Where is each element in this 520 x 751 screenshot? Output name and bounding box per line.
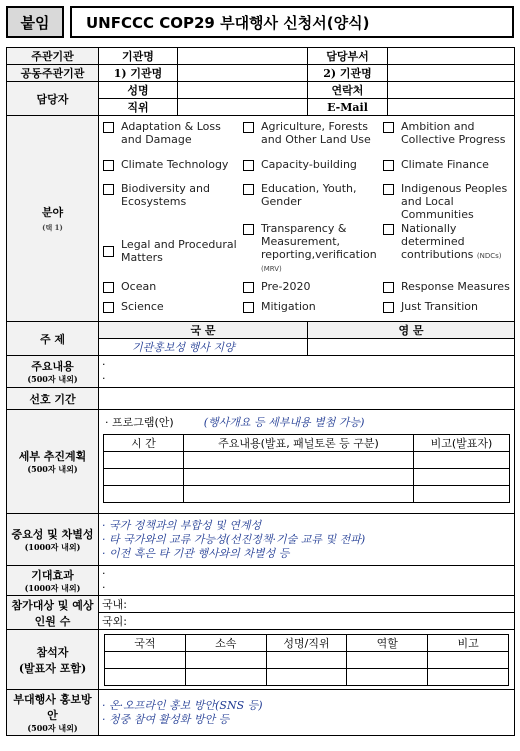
host-org-input[interactable]	[178, 48, 308, 65]
host-dept-label: 담당부서	[308, 48, 388, 65]
field-option[interactable]: Ambition and Collective Progress	[383, 120, 520, 158]
checkbox-icon[interactable]	[243, 122, 254, 133]
contact-phone-input[interactable]	[388, 82, 515, 99]
importance-label-cell: 중요성 및 차별성 (1000자 내외)	[7, 514, 99, 566]
checkbox-icon[interactable]	[103, 160, 114, 171]
pref-label: 선호 기간	[7, 388, 99, 410]
contact-email-input[interactable]	[388, 99, 515, 116]
field-option[interactable]: Education, Youth, Gender	[243, 182, 383, 222]
content-input[interactable]: · ·	[99, 356, 515, 388]
contact-name-label: 성명	[99, 82, 178, 99]
field-option[interactable]: Mitigation	[243, 300, 383, 318]
contact-label: 담당자	[7, 82, 99, 116]
field-option[interactable]: Transparency & Measurement, reporting,verification (MRV)	[243, 222, 383, 280]
form-header	[6, 6, 516, 40]
participants-label: 참가대상 및 예상인원 수	[7, 596, 99, 630]
field-option[interactable]: Adaptation & Loss and Damage	[103, 120, 243, 158]
ndcs-note: (NDCs)	[476, 251, 502, 260]
importance-row	[7, 514, 515, 566]
contact-email-label: E-Mail	[308, 99, 388, 116]
content-row	[7, 356, 515, 388]
theme-row-1	[7, 322, 515, 339]
field-option[interactable]: Climate Finance	[383, 158, 520, 182]
contact-title-label: 직위	[99, 99, 178, 116]
plan-label-cell: 세부 추진계획 (500자 내외)	[7, 410, 99, 514]
host-row	[7, 48, 515, 65]
importance-input[interactable]: · 국가 정책과의 부합성 및 연계성 · 타 국가와의 교류 가능성(선진정책·기술 교류 및 전파) · 이전 혹은 타 기관 행사와의 차별성 등	[99, 514, 515, 566]
checkbox-icon[interactable]	[103, 282, 114, 293]
field-option[interactable]: Just Transition	[383, 300, 520, 318]
checkbox-icon[interactable]	[243, 282, 254, 293]
checkbox-icon[interactable]	[103, 184, 114, 195]
checkbox-icon[interactable]	[243, 224, 254, 235]
attachment-tag: 붙임	[6, 6, 64, 38]
plan-input[interactable]: · 프로그램(안) (행사개요 등 세부내용 별첨 가능) 시 간 주요내용(발표, 패널토론 등 구분) 비고(발표자)	[99, 410, 515, 514]
field-option[interactable]: Biodiversity and Ecosystems	[103, 182, 243, 222]
checkbox-icon[interactable]	[103, 122, 114, 133]
attendees-input	[99, 630, 515, 690]
field-options	[99, 116, 515, 322]
content-label-cell: 주요내용 (500자 내외)	[7, 356, 99, 388]
theme-eng-input[interactable]	[308, 339, 515, 356]
checkbox-icon[interactable]	[383, 224, 394, 235]
attendees-row	[7, 630, 515, 690]
field-row	[7, 116, 515, 322]
field-option[interactable]: Ocean	[103, 280, 243, 300]
cohost-org1-input[interactable]	[178, 65, 308, 82]
promo-row	[7, 690, 515, 736]
field-option[interactable]: Indigenous Peoples and Local Communities	[383, 182, 520, 222]
cohost-org2-label: 2) 기관명	[308, 65, 388, 82]
pref-input[interactable]	[99, 388, 515, 410]
participants-foreign[interactable]: 국외:	[99, 613, 515, 630]
cohost-label: 공동주관기관	[7, 65, 99, 82]
host-org-label: 기관명	[99, 48, 178, 65]
checkbox-icon[interactable]	[383, 160, 394, 171]
field-option[interactable]: Nationally determined contributions (NDCs)	[383, 222, 520, 280]
checkbox-icon[interactable]	[383, 122, 394, 133]
field-note: (택 1)	[42, 223, 63, 232]
effect-label-cell: 기대효과 (1000자 내외)	[7, 566, 99, 596]
theme-kor-input[interactable]	[99, 339, 308, 356]
theme-eng-label: 영 문	[308, 322, 515, 339]
effect-input[interactable]: · ·	[99, 566, 515, 596]
host-dept-input[interactable]	[388, 48, 515, 65]
application-form	[6, 47, 515, 736]
attendees-label-cell: 참석자 (발표자 포함)	[7, 630, 99, 690]
cohost-row	[7, 65, 515, 82]
checkbox-icon[interactable]	[383, 184, 394, 195]
field-option[interactable]: Pre-2020	[243, 280, 383, 300]
field-option[interactable]: Response Measures	[383, 280, 520, 300]
cohost-org1-label: 1) 기관명	[99, 65, 178, 82]
contact-title-input[interactable]	[178, 99, 308, 116]
program-table: 시 간 주요내용(발표, 패널토론 등 구분) 비고(발표자)	[103, 434, 510, 503]
field-option[interactable]: Agriculture, Forests and Other Land Use	[243, 120, 383, 158]
pref-row	[7, 388, 515, 410]
contact-phone-label: 연락처	[308, 82, 388, 99]
host-label: 주관기관	[7, 48, 99, 65]
effect-row	[7, 566, 515, 596]
checkbox-icon[interactable]	[103, 246, 114, 257]
checkbox-icon[interactable]	[103, 302, 114, 313]
promo-input[interactable]: · 온·오프라인 홍보 방안(SNS 등) · 청중 참여 활성화 방안 등	[99, 690, 515, 736]
field-option[interactable]: Climate Technology	[103, 158, 243, 182]
field-option[interactable]: Legal and Procedural Matters	[103, 222, 243, 280]
checkbox-icon[interactable]	[243, 302, 254, 313]
field-label: 분야	[41, 206, 64, 219]
cohost-org2-input[interactable]	[388, 65, 515, 82]
promo-label-cell: 부대행사 홍보방안 (500자 내외)	[7, 690, 99, 736]
field-option[interactable]: Science	[103, 300, 243, 318]
checkbox-icon[interactable]	[243, 184, 254, 195]
plan-row	[7, 410, 515, 514]
theme-kor-label: 국 문	[99, 322, 308, 339]
participants-row-1	[7, 596, 515, 613]
participants-domestic[interactable]: 국내:	[99, 596, 515, 613]
attendees-table: 국적 소속 성명/직위 역할 비고	[104, 634, 509, 686]
checkbox-icon[interactable]	[383, 302, 394, 313]
checkbox-icon[interactable]	[243, 160, 254, 171]
field-option[interactable]: Capacity-building	[243, 158, 383, 182]
theme-example: 기관홍보성 행사 지양	[132, 341, 235, 354]
contact-name-input[interactable]	[178, 82, 308, 99]
contact-row-1	[7, 82, 515, 99]
checkbox-icon[interactable]	[383, 282, 394, 293]
mrv-note: (MRV)	[261, 264, 282, 273]
theme-label: 주 제	[7, 322, 99, 356]
form-title: UNFCCC COP29 부대행사 신청서(양식)	[70, 6, 514, 38]
field-label-cell	[7, 116, 99, 322]
